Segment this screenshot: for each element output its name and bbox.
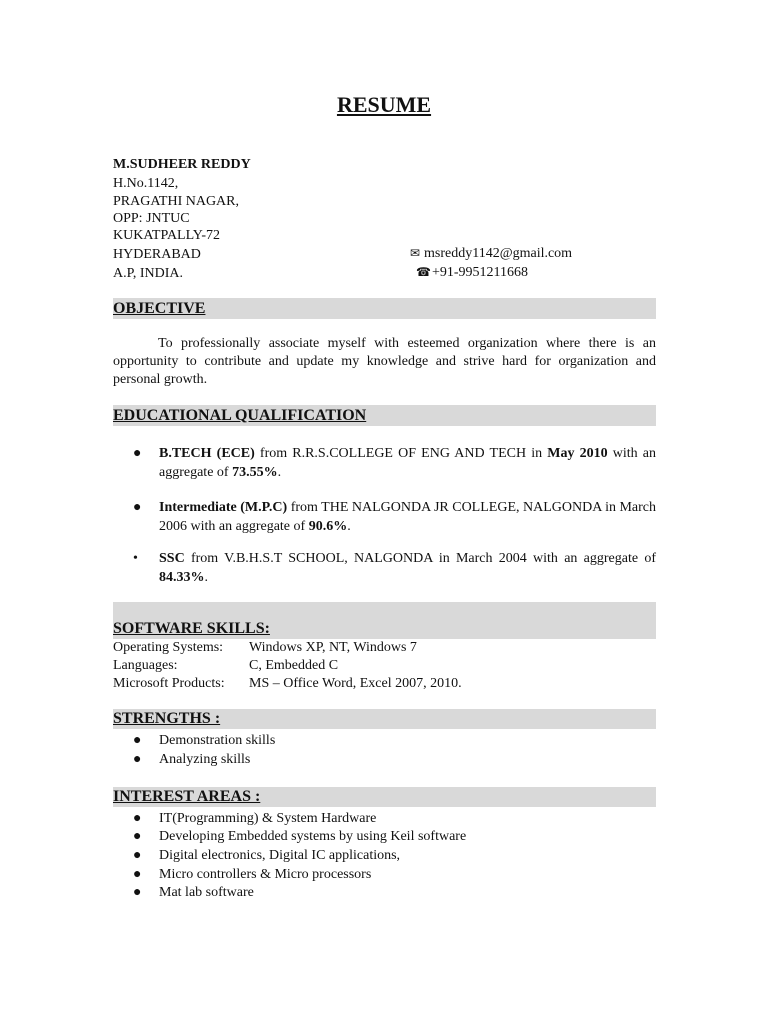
bullet: ● xyxy=(133,867,142,882)
address-line: H.No.1142, xyxy=(113,176,179,191)
education-item: SSC from V.B.H.S.T SCHOOL, NALGONDA in March 2004 with an aggregate of 84.33%. xyxy=(159,551,656,585)
objective-text: To professionally associate myself with esteemed organization where there is an opportunity to contribute and update my knowledge and strive hard for organization and personal growth. xyxy=(113,336,656,387)
bullet: ● xyxy=(133,752,142,767)
address-line: KUKATPALLY-72 xyxy=(113,228,220,243)
section-header-objective xyxy=(113,298,656,319)
address-line: OPP: JNTUC xyxy=(113,211,190,226)
bullet: ● xyxy=(133,446,142,461)
education-item: Intermediate (M.P.C) from THE NALGONDA JR COLLEGE, NALGONDA in March 2006 with an aggregate of 90.6%. xyxy=(159,500,657,534)
interest-item: Developing Embedded systems by using Keil software xyxy=(159,829,467,844)
phone-number: +91-9951211668 xyxy=(432,265,529,280)
section-title: OBJECTIVE xyxy=(113,300,206,317)
phone-contact xyxy=(416,265,528,281)
address-line: A.P, INDIA. xyxy=(113,266,183,281)
bullet: ● xyxy=(133,500,142,515)
email-contact xyxy=(408,246,572,262)
address-line: HYDERABAD xyxy=(113,247,201,262)
section-title: STRENGTHS : xyxy=(113,710,221,727)
interest-item: IT(Programming) & System Hardware xyxy=(159,811,377,826)
page-title: RESUME xyxy=(336,92,432,117)
bullet: ● xyxy=(133,885,142,900)
bullet: ● xyxy=(133,811,142,826)
skill-row: Languages: C, Embedded C xyxy=(113,658,339,673)
phone-icon: ☎ xyxy=(416,265,431,279)
section-header-interest-areas xyxy=(113,787,656,807)
section-header-software-skills xyxy=(113,602,656,639)
skill-row: Microsoft Products: MS – Office Word, Excel 2007, 2010. xyxy=(113,676,462,691)
envelope-icon: ✉ xyxy=(409,246,421,260)
section-header-strengths xyxy=(113,709,656,729)
section-title: EDUCATIONAL QUALIFICATION xyxy=(113,407,367,424)
bullet: ● xyxy=(133,733,142,748)
interest-item: Digital electronics, Digital IC applications, xyxy=(159,848,401,863)
interest-item: Mat lab software xyxy=(159,885,254,900)
bullet: ● xyxy=(133,848,142,863)
section-title: SOFTWARE SKILLS: xyxy=(113,620,270,637)
section-title: INTEREST AREAS : xyxy=(113,788,261,805)
education-item: B.TECH (ECE) from R.R.S.COLLEGE OF ENG AND TECH in May 2010 with an aggregate of 73.55%. xyxy=(159,446,656,480)
interest-item: Micro controllers & Micro processors xyxy=(159,867,372,882)
address-line: PRAGATHI NAGAR, xyxy=(113,194,240,209)
candidate-name: M.SUDHEER REDDY xyxy=(113,157,251,172)
section-header-education xyxy=(113,405,656,426)
bullet: • xyxy=(133,551,138,566)
bullet: ● xyxy=(133,829,142,844)
strength-item: Demonstration skills xyxy=(159,733,276,748)
email-address: msreddy1142@gmail.com xyxy=(424,246,573,261)
skill-row: Operating Systems: Windows XP, NT, Windows 7 xyxy=(113,640,417,655)
strength-item: Analyzing skills xyxy=(159,752,251,767)
